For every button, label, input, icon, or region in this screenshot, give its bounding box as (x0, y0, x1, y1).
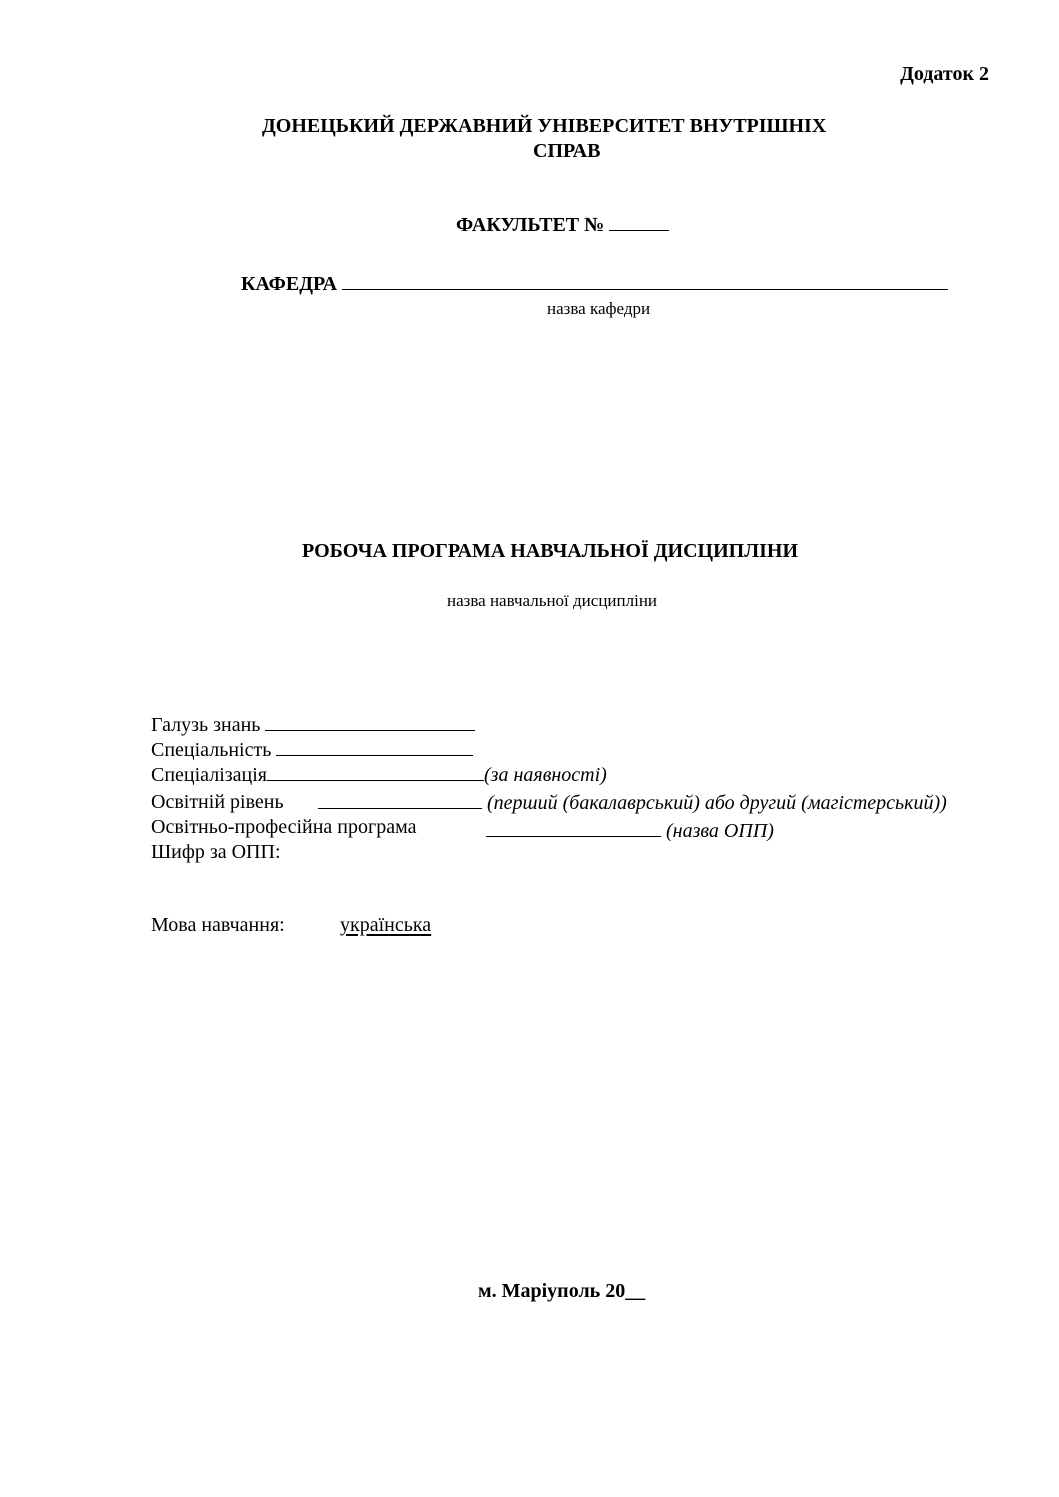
specialization-row (151, 762, 607, 787)
appendix-label: Додаток 2 (900, 63, 989, 85)
program-title: РОБОЧА ПРОГРАМА НАВЧАЛЬНОЇ ДИСЦИПЛІНИ (302, 540, 798, 562)
specialty-row (151, 737, 473, 762)
faculty-number-blank (609, 212, 669, 231)
knowledge-area-blank (265, 712, 475, 731)
education-level-label: Освітній рівень (151, 791, 284, 813)
faculty-line (456, 212, 669, 237)
discipline-hint: назва навчальної дисципліни (447, 591, 658, 610)
education-level-blank (318, 790, 482, 809)
specialty-label: Спеціальність (151, 739, 272, 761)
university-name-line1: ДОНЕЦЬКИЙ ДЕРЖАВНИЙ УНІВЕРСИТЕТ ВНУТРІШНІХ (262, 115, 827, 137)
specialization-blank (267, 762, 484, 781)
specialization-note: (за наявності) (484, 764, 607, 786)
education-level-note: (перший (бакалаврський) або другий (магістерський)) (487, 792, 947, 814)
program-blank (486, 818, 661, 837)
language-value: українська (340, 914, 432, 936)
university-name-line2: СПРАВ (533, 140, 601, 162)
specialty-blank (276, 737, 473, 756)
department-hint: назва кафедри (547, 299, 651, 318)
program-row (486, 818, 774, 843)
faculty-label: ФАКУЛЬТЕТ № (456, 214, 605, 236)
knowledge-area-row (151, 712, 475, 737)
department-name-blank (342, 271, 948, 290)
program-note: (назва ОПП) (666, 820, 774, 842)
department-line (241, 271, 948, 296)
knowledge-area-label: Галузь знань (151, 714, 261, 736)
specialization-label: Спеціалізація (151, 764, 268, 786)
department-label: КАФЕДРА (241, 273, 338, 295)
language-label: Мова навчання: (151, 914, 285, 936)
program-code-label: Шифр за ОПП: (151, 841, 281, 863)
education-level-row (318, 790, 947, 815)
city-year: м. Маріуполь 20__ (478, 1280, 646, 1302)
program-label: Освітньо-професійна програма (151, 816, 417, 838)
